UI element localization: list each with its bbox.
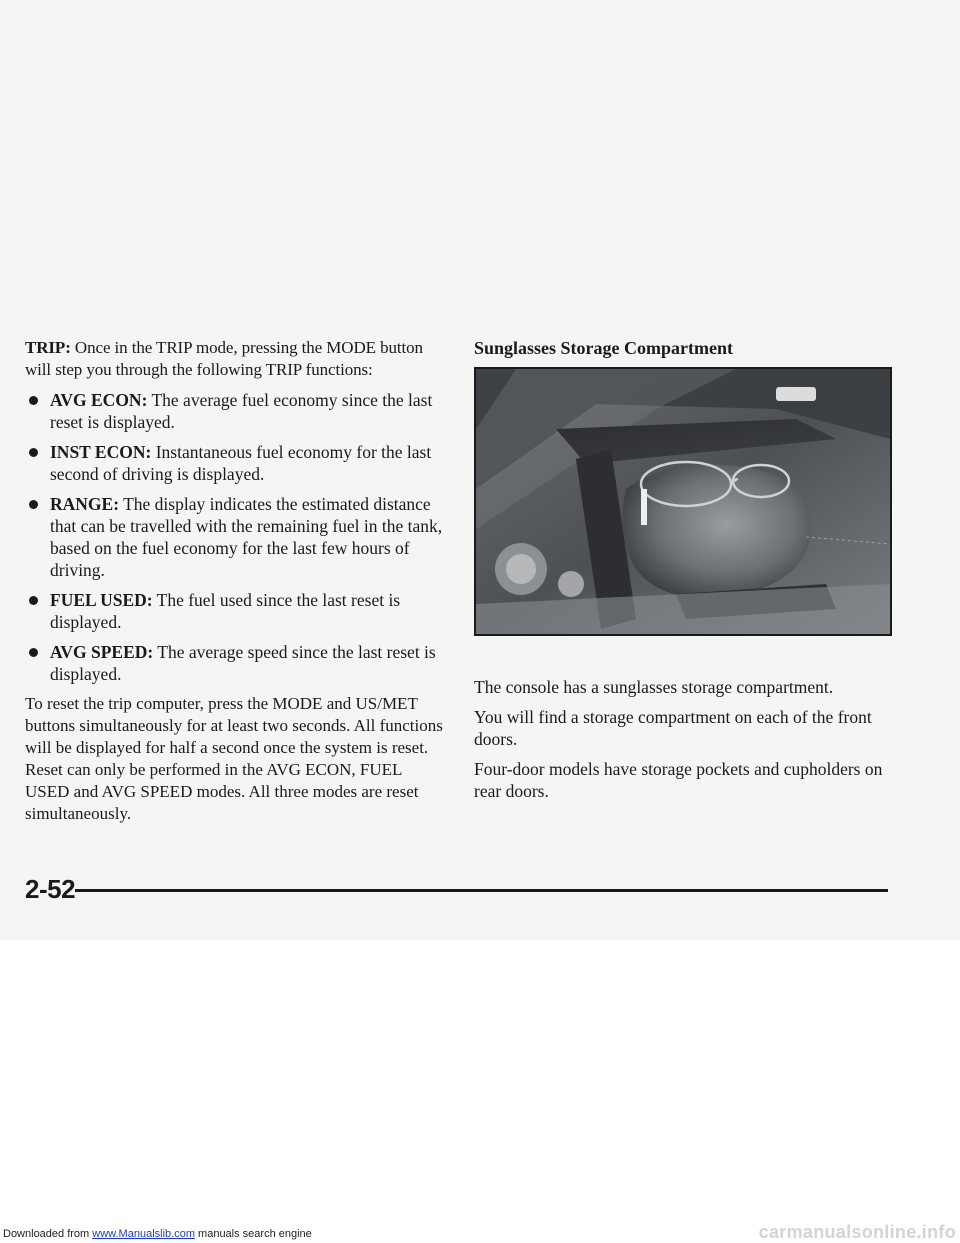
list-item xyxy=(25,389,450,433)
section-title: Sunglasses Storage Compartment xyxy=(474,338,733,358)
bullet-text: The fuel used since the last reset is displayed. xyxy=(50,590,401,632)
trip-text: Once in the TRIP mode, pressing the MODE button will step you through the following TRIP functions: xyxy=(25,338,423,379)
bullet-icon xyxy=(29,448,38,457)
bullet-label: FUEL USED: xyxy=(50,590,153,610)
bullet-icon xyxy=(29,396,38,405)
list-item xyxy=(25,441,450,485)
bullet-label: RANGE: xyxy=(50,494,120,514)
bullet-text: The average speed since the last reset is displayed. xyxy=(50,642,436,684)
bullet-icon xyxy=(29,596,38,605)
bullet-icon xyxy=(29,648,38,657)
list-item xyxy=(25,641,450,685)
page-number: 2-52 xyxy=(25,874,76,904)
download-prefix: Downloaded from xyxy=(3,1228,93,1240)
trip-functions-list xyxy=(25,389,450,685)
trip-label: TRIP: xyxy=(25,338,71,357)
bullet-text: The display indicates the estimated distance that can be travelled with the remaining fuel in the tank, based on the fuel economy for the last few hours of driving. xyxy=(50,494,443,580)
bullet-text: The average fuel economy since the last reset is displayed. xyxy=(50,390,433,432)
bullet-label: AVG SPEED: xyxy=(50,642,154,662)
reset-paragraph: To reset the trip computer, press the MODE and US/MET buttons simultaneously for at least two seconds. All functions will be displayed for half a second once the system is reset. Reset can only be performed in the AVG ECON, FUEL USED and AVG SPEED modes. All three modes are reset simultaneously. xyxy=(25,694,443,823)
list-item xyxy=(25,493,450,581)
photo-illustration xyxy=(476,369,890,634)
download-suffix: manuals search engine xyxy=(194,1228,312,1240)
list-item xyxy=(25,589,450,633)
bullet-icon xyxy=(29,500,38,509)
sunglasses-compartment-photo xyxy=(474,367,892,636)
bullet-label: INST ECON: xyxy=(50,442,152,462)
footer-rule xyxy=(75,889,888,892)
right-column xyxy=(474,337,894,810)
manualslib-link[interactable]: www.Manualslib.com xyxy=(92,1228,195,1240)
left-column xyxy=(25,337,450,833)
rear-doors-paragraph: Four-door models have storage pockets and cupholders on rear doors. xyxy=(474,759,883,801)
console-paragraph: The console has a sunglasses storage compartment. xyxy=(474,677,834,697)
front-doors-paragraph: You will find a storage compartment on each of the front doors. xyxy=(474,707,872,749)
site-watermark: carmanualsonline.info xyxy=(758,1222,956,1242)
bullet-label: AVG ECON: xyxy=(50,390,148,410)
bullet-text: Instantaneous fuel economy for the last second of driving is displayed. xyxy=(50,442,432,484)
download-credit xyxy=(3,1228,312,1240)
trip-paragraph xyxy=(25,337,450,381)
